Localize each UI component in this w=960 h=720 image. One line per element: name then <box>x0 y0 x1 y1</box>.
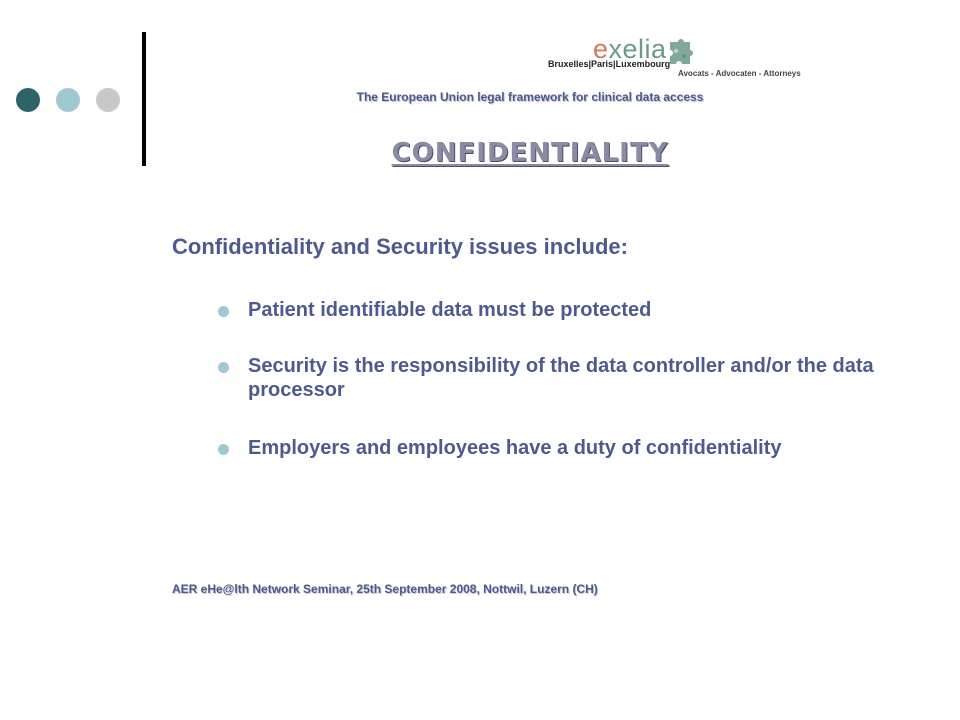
exelia-logo <box>548 34 801 82</box>
bullet-text: Patient identifiable data must be protected <box>248 299 652 321</box>
logo-tagline: Avocats - Advocaten - Attorneys <box>678 69 801 78</box>
list-item <box>218 298 888 322</box>
decorative-dot-light-teal <box>56 88 80 112</box>
puzzle-icon <box>666 36 694 66</box>
bullet-text: Employers and employees have a duty of confidentiality <box>248 437 782 459</box>
bullet-text: Security is the responsibility of the data controller and/or the data processor <box>248 355 874 401</box>
slide-subtitle: The European Union legal framework for clinical data access <box>356 90 704 104</box>
bullet-dot-icon <box>218 444 229 455</box>
vertical-divider-bar <box>142 32 146 166</box>
slide-heading: Confidentiality and Security issues include: <box>172 234 628 259</box>
slide-footer: AER eHe@lth Network Seminar, 25th September 2008, Nottwil, Luzern (CH) <box>172 582 598 596</box>
decorative-dot-dark-teal <box>16 88 40 112</box>
list-item <box>218 354 888 402</box>
bullet-dot-icon <box>218 306 229 317</box>
logo-cities: Bruxelles|Paris|Luxembourg <box>548 59 671 69</box>
decorative-dot-grey <box>96 88 120 112</box>
logo-wordmark: exelia <box>593 34 667 64</box>
list-item <box>218 436 888 460</box>
bullet-dot-icon <box>218 362 229 373</box>
slide-title: CONFIDENTIALITY <box>391 138 669 168</box>
